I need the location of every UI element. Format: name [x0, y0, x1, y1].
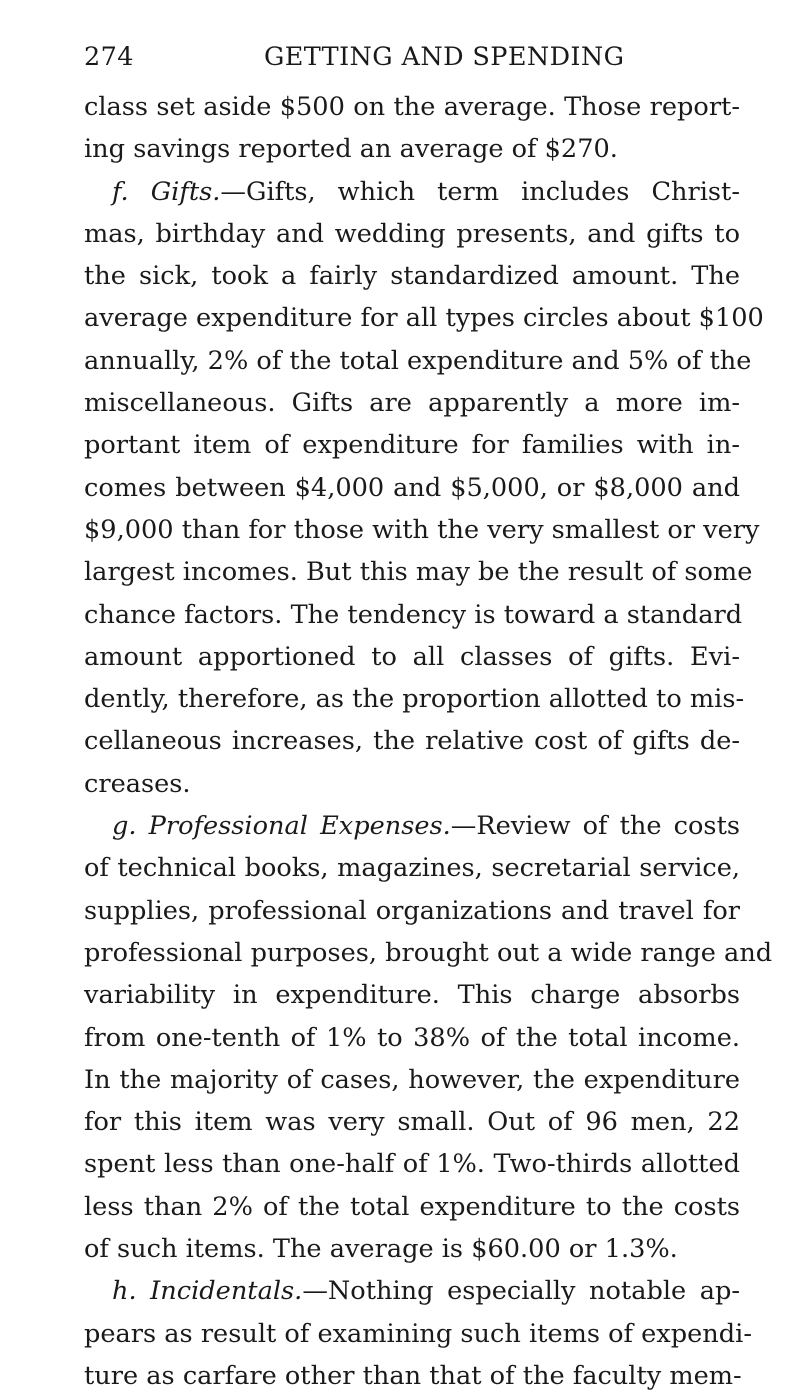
text-line-26: spent less than one-half of 1%. Two-thirds allotted	[84, 1149, 740, 1180]
section-h-title: Incidentals.	[150, 1276, 303, 1307]
text-line-10: comes between $4,000 and $5,000, or $8,000 and	[84, 472, 740, 503]
text-line-19: of technical books, magazines, secretarial service,	[84, 853, 740, 884]
section-h-heading-line	[84, 1270, 740, 1312]
text-line-14: amount apportioned to all classes of gifts. Evi-	[84, 641, 740, 672]
text-line-4: mas, birthday and wedding presents, and gifts to	[84, 218, 740, 249]
text-line-7: annually, 2% of the total expenditure and 5% of the	[84, 345, 752, 376]
text-line-13: chance factors. The tendency is toward a standard	[84, 599, 743, 630]
text-line-1: class set aside $500 on the average. Those report-	[84, 92, 740, 122]
text-line-6: average expenditure for all types circles about $100	[84, 303, 764, 334]
section-h-letter: h.	[112, 1276, 137, 1307]
text-line-5: the sick, took a fairly standardized amount. The	[84, 261, 740, 292]
section-g-dash: —	[450, 811, 477, 842]
text-line-27: less than 2% of the total expenditure to the costs	[84, 1191, 740, 1222]
section-h-dash: —	[302, 1276, 328, 1307]
section-g-text: Review of the costs	[476, 811, 740, 842]
section-g-letter: g.	[112, 811, 137, 842]
text-line-24: In the majority of cases, however, the expenditure	[84, 1064, 740, 1095]
text-line-2: ing savings reported an average of $270.	[84, 134, 618, 165]
text-line-30: pears as result of examining such items of expendi-	[84, 1318, 752, 1349]
text-line-9: portant item of expenditure for families with in-	[84, 430, 740, 461]
page-number: 274	[84, 42, 134, 72]
text-line-21: professional purposes, brought out a wide range and	[84, 937, 773, 968]
running-head	[84, 42, 740, 86]
section-f-heading-line	[84, 171, 740, 213]
text-line-28: of such items. The average is $60.00 or 1.3%.	[84, 1234, 678, 1265]
section-g-title: Professional Expenses.	[148, 811, 451, 842]
section-f-title: Gifts.	[150, 176, 221, 207]
text-line-17: creases.	[84, 768, 191, 799]
text-line-20: supplies, professional organizations and travel for	[84, 895, 740, 926]
text-line-31: ture as carfare other than that of the faculty mem-	[84, 1360, 742, 1391]
text-line-22: variability in expenditure. This charge absorbs	[84, 980, 740, 1011]
section-g-heading-line	[84, 805, 740, 847]
section-f-letter: f.	[112, 176, 129, 207]
body-text	[84, 86, 773, 1397]
text-line-16: cellaneous increases, the relative cost of gifts de-	[84, 726, 740, 757]
section-h-text: Nothing especially notable ap-	[327, 1276, 740, 1307]
text-line-25: for this item was very small. Out of 96 men, 22	[84, 1107, 740, 1138]
text-line-23: from one-tenth of 1% to 38% of the total income.	[84, 1022, 740, 1053]
text-line-15: dently, therefore, as the proportion allotted to mis-	[84, 684, 745, 715]
text-line-8: miscellaneous. Gifts are apparently a more im-	[84, 388, 740, 419]
text-line-12: largest incomes. But this may be the result of some	[84, 557, 753, 588]
running-title: GETTING AND SPENDING	[264, 42, 625, 72]
section-f-text: Gifts, which term includes Christ-	[246, 176, 740, 207]
book-page	[84, 42, 773, 1397]
text-line-11: $9,000 than for those with the very smallest or very	[84, 514, 760, 545]
section-f-dash: —	[220, 176, 246, 207]
